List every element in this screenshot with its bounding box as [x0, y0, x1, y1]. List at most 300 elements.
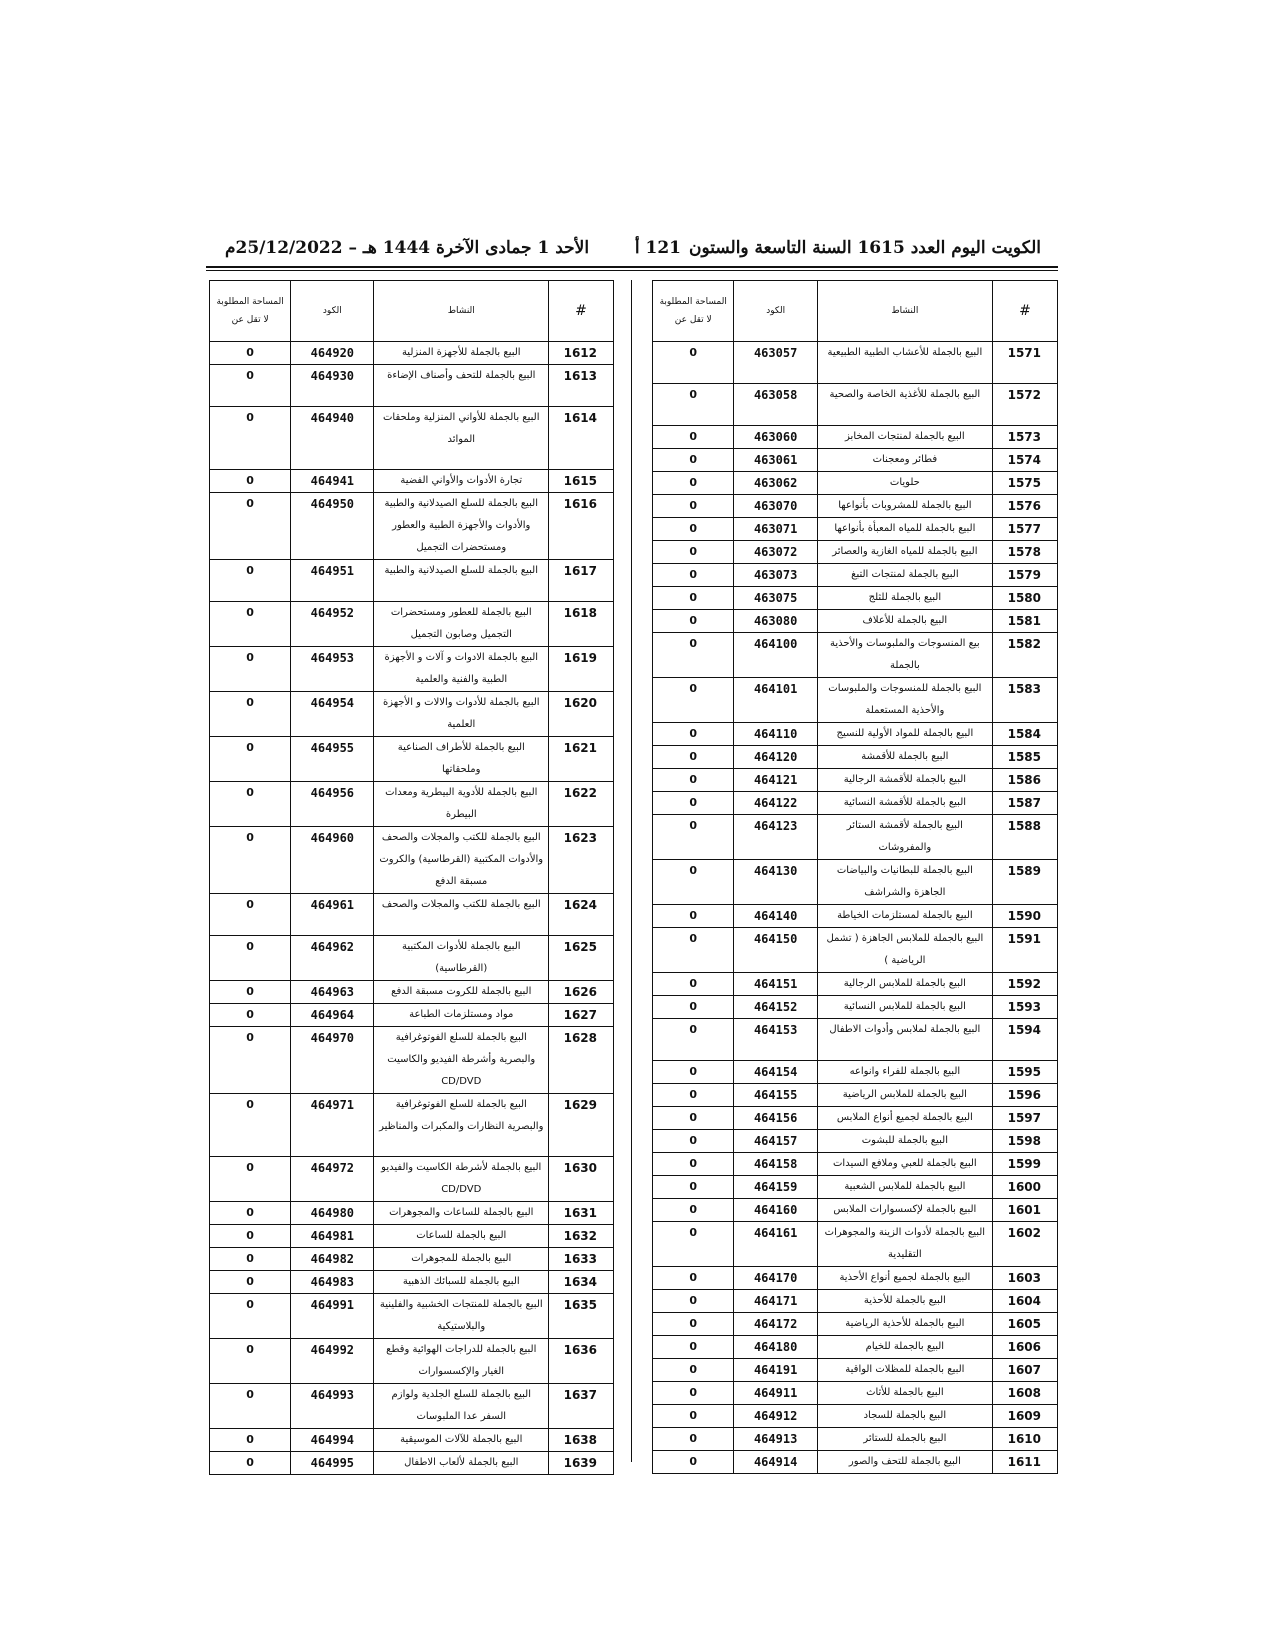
required-area: 0 — [210, 981, 291, 1004]
issue-date: الأحد 1 جمادى الآخرة 1444 هـ – 25/12/2022م — [225, 238, 590, 258]
row-number: 1618 — [549, 602, 614, 647]
required-area: 0 — [653, 541, 734, 564]
activity-code: 464191 — [734, 1359, 817, 1382]
activity-code: 463061 — [734, 449, 817, 472]
activity-name: البيع بالجملة لمنتجات المخابز — [817, 426, 992, 449]
activity-name: مواد ومستلزمات الطباعة — [374, 1004, 549, 1027]
row-number: 1627 — [549, 1004, 614, 1027]
table-row — [210, 692, 614, 737]
col-header-num: # — [992, 281, 1057, 342]
activity-code: 464152 — [734, 996, 817, 1019]
activity-code: 464970 — [291, 1027, 374, 1094]
table-row — [653, 472, 1058, 495]
required-area: 0 — [653, 1107, 734, 1130]
required-area: 0 — [653, 449, 734, 472]
required-area: 0 — [210, 647, 291, 692]
activity-name: البيع بالجملة للأدوات المكتبية (القرطاسية) — [374, 936, 549, 981]
required-area: 0 — [653, 1199, 734, 1222]
table-row — [653, 678, 1058, 723]
col-header-num: # — [549, 281, 614, 342]
required-area: 0 — [210, 1294, 291, 1339]
row-number: 1572 — [992, 384, 1057, 426]
activities-table-left — [209, 280, 614, 1475]
col-header-area: المساحة المطلوبة لا تقل عن — [210, 281, 291, 342]
activity-name: البيع بالجملة للأثاث — [817, 1382, 992, 1405]
required-area: 0 — [653, 1336, 734, 1359]
activity-code: 464121 — [734, 769, 817, 792]
required-area: 0 — [210, 1271, 291, 1294]
table-row — [210, 1094, 614, 1157]
activity-name: البيع بالجملة لجميع أنواع الملابس — [817, 1107, 992, 1130]
col-header-code: الكود — [291, 281, 374, 342]
activity-code: 464123 — [734, 815, 817, 860]
activity-name: البيع بالجملة للأجهزة المنزلية — [374, 342, 549, 365]
activity-name: البيع بالجملة للسلع الصيدلانية والطبية — [374, 560, 549, 602]
table-row — [653, 541, 1058, 564]
required-area: 0 — [210, 1225, 291, 1248]
activity-code: 464122 — [734, 792, 817, 815]
row-number: 1624 — [549, 894, 614, 936]
activity-code: 464153 — [734, 1019, 817, 1061]
col-header-area: المساحة المطلوبة لا تقل عن — [653, 281, 734, 342]
activity-name: البيع بالجملة لألعاب الاطفال — [374, 1452, 549, 1475]
table-row — [653, 1382, 1058, 1405]
activity-code: 463057 — [734, 342, 817, 384]
row-number: 1629 — [549, 1094, 614, 1157]
row-number: 1579 — [992, 564, 1057, 587]
required-area: 0 — [653, 996, 734, 1019]
activity-code: 464980 — [291, 1202, 374, 1225]
activity-code: 464994 — [291, 1429, 374, 1452]
required-area: 0 — [210, 493, 291, 560]
activity-code: 464983 — [291, 1271, 374, 1294]
required-area: 0 — [653, 928, 734, 973]
row-number: 1603 — [992, 1267, 1057, 1290]
row-number: 1598 — [992, 1130, 1057, 1153]
row-number: 1633 — [549, 1248, 614, 1271]
activity-code: 464964 — [291, 1004, 374, 1027]
table-row — [210, 407, 614, 470]
activity-name: حلويات — [817, 472, 992, 495]
table-row — [210, 1027, 614, 1094]
row-number: 1587 — [992, 792, 1057, 815]
row-number: 1639 — [549, 1452, 614, 1475]
required-area: 0 — [210, 1027, 291, 1094]
row-number: 1616 — [549, 493, 614, 560]
required-area: 0 — [210, 470, 291, 493]
table-row — [653, 746, 1058, 769]
activity-code: 464972 — [291, 1157, 374, 1202]
row-number: 1620 — [549, 692, 614, 737]
activity-code: 464101 — [734, 678, 817, 723]
row-number: 1613 — [549, 365, 614, 407]
activity-name: البيع بالجملة للفراء وانواعه — [817, 1061, 992, 1084]
activity-code: 464161 — [734, 1222, 817, 1267]
required-area: 0 — [653, 1222, 734, 1267]
required-area: 0 — [653, 587, 734, 610]
activity-name: البيع بالجملة للأطراف الصناعية وملحقاتها — [374, 737, 549, 782]
activity-code: 463058 — [734, 384, 817, 426]
required-area: 0 — [210, 1429, 291, 1452]
table-row — [653, 587, 1058, 610]
activity-name: البيع بالجملة للسلع الصيدلانية والطبية والأدوات والأجهزة الطبية والعطور ومستحضرات التجميل — [374, 493, 549, 560]
required-area: 0 — [653, 1428, 734, 1451]
activity-name: البيع بالجملة للسلع الفوتوغرافية والبصرية النظارات والمكبرات والمناظير — [374, 1094, 549, 1157]
activity-code: 464981 — [291, 1225, 374, 1248]
table-row — [653, 792, 1058, 815]
required-area: 0 — [653, 633, 734, 678]
table-header-row — [653, 281, 1058, 342]
row-number: 1582 — [992, 633, 1057, 678]
activity-code: 464991 — [291, 1294, 374, 1339]
required-area: 0 — [210, 1339, 291, 1384]
activity-name: البيع بالجملة للأقمشة الرجالية — [817, 769, 992, 792]
row-number: 1580 — [992, 587, 1057, 610]
activity-code: 464150 — [734, 928, 817, 973]
activity-code: 464155 — [734, 1084, 817, 1107]
row-number: 1575 — [992, 472, 1057, 495]
activity-name: البيع بالجملة للتحف والصور — [817, 1451, 992, 1474]
row-number: 1576 — [992, 495, 1057, 518]
activity-name: البيع بالجملة للسبائك الذهبية — [374, 1271, 549, 1294]
activity-name: البيع بالجملة للأدوية البيطرية ومعدات البيطرة — [374, 782, 549, 827]
activity-name: البيع بالجملة للأقمشة — [817, 746, 992, 769]
required-area: 0 — [653, 905, 734, 928]
activity-name: البيع بالجملة للخيام — [817, 1336, 992, 1359]
required-area: 0 — [653, 1290, 734, 1313]
row-number: 1583 — [992, 678, 1057, 723]
table-row — [210, 782, 614, 827]
row-number: 1578 — [992, 541, 1057, 564]
required-area: 0 — [653, 495, 734, 518]
table-row — [653, 1199, 1058, 1222]
activity-code: 464940 — [291, 407, 374, 470]
page-header — [225, 238, 1041, 266]
table-row — [210, 737, 614, 782]
required-area: 0 — [210, 737, 291, 782]
required-area: 0 — [653, 1405, 734, 1428]
activity-code: 464992 — [291, 1339, 374, 1384]
col-header-activity: النشاط — [374, 281, 549, 342]
activity-name: البيع بالجملة للآلات الموسيقية — [374, 1429, 549, 1452]
required-area: 0 — [653, 1176, 734, 1199]
activity-code: 464982 — [291, 1248, 374, 1271]
activity-code: 464951 — [291, 560, 374, 602]
activity-name: البيع بالجملة للعبي وملافع السيدات — [817, 1153, 992, 1176]
activity-name: البيع بالجملة لأقمشة الستائر والمفروشات — [817, 815, 992, 860]
activity-name: البيع بالجملة للأحذية الرياضية — [817, 1313, 992, 1336]
row-number: 1611 — [992, 1451, 1057, 1474]
activity-name: البيع بالجملة لإكسسوارات الملابس — [817, 1199, 992, 1222]
activity-name: البيع بالجملة الادوات و آلات و الأجهزة الطبية والفنية والعلمية — [374, 647, 549, 692]
row-number: 1577 — [992, 518, 1057, 541]
activity-code: 464993 — [291, 1384, 374, 1429]
row-number: 1622 — [549, 782, 614, 827]
row-number: 1595 — [992, 1061, 1057, 1084]
required-area: 0 — [653, 723, 734, 746]
activity-name: البيع بالجملة للساعات والمجوهرات — [374, 1202, 549, 1225]
table-row — [653, 342, 1058, 384]
table-row — [210, 365, 614, 407]
row-number: 1599 — [992, 1153, 1057, 1176]
activity-code: 464961 — [291, 894, 374, 936]
table-row — [653, 973, 1058, 996]
row-number: 1589 — [992, 860, 1057, 905]
activity-code: 464955 — [291, 737, 374, 782]
activity-code: 464960 — [291, 827, 374, 894]
row-number: 1628 — [549, 1027, 614, 1094]
activity-code: 464920 — [291, 342, 374, 365]
required-area: 0 — [210, 1004, 291, 1027]
header-rule — [206, 266, 1058, 268]
required-area: 0 — [653, 342, 734, 384]
required-area: 0 — [653, 746, 734, 769]
activity-code: 463062 — [734, 472, 817, 495]
activity-code: 464151 — [734, 973, 817, 996]
table-row — [653, 1061, 1058, 1084]
row-number: 1607 — [992, 1359, 1057, 1382]
activity-name: البيع بالجملة للعطور ومستحضرات التجميل وصابون التجميل — [374, 602, 549, 647]
table-row — [210, 1339, 614, 1384]
activity-code: 464160 — [734, 1199, 817, 1222]
activity-code: 463071 — [734, 518, 817, 541]
activity-code: 464171 — [734, 1290, 817, 1313]
required-area: 0 — [653, 678, 734, 723]
table-row — [653, 1313, 1058, 1336]
table-row — [210, 1452, 614, 1475]
required-area: 0 — [210, 1094, 291, 1157]
table-header-row — [210, 281, 614, 342]
row-number: 1632 — [549, 1225, 614, 1248]
table-row — [653, 860, 1058, 905]
activity-name: البيع بالجملة للملابس الجاهزة ( تشمل الرياضية ) — [817, 928, 992, 973]
required-area: 0 — [653, 1061, 734, 1084]
activity-name: البيع بالجملة للمجوهرات — [374, 1248, 549, 1271]
activity-code: 464100 — [734, 633, 817, 678]
table-row — [653, 1405, 1058, 1428]
table-row — [653, 1267, 1058, 1290]
activity-name: البيع بالجملة لمستلزمات الخياطة — [817, 905, 992, 928]
activity-name: البيع بالجملة للبطانيات والبياضات الجاهزة والشراشف — [817, 860, 992, 905]
row-number: 1597 — [992, 1107, 1057, 1130]
activity-code: 464159 — [734, 1176, 817, 1199]
activity-name: البيع بالجملة للستائر — [817, 1428, 992, 1451]
gazette-issue-title: الكويت اليوم العدد 1615 السنة التاسعة والستون — [688, 238, 1041, 258]
activity-name: البيع بالجملة للمواد الأولية للنسيج — [817, 723, 992, 746]
required-area: 0 — [653, 1267, 734, 1290]
row-number: 1591 — [992, 928, 1057, 973]
table-row — [210, 1248, 614, 1271]
activity-name: البيع بالجملة لأدوات الزينة والمجوهرات التقليدية — [817, 1222, 992, 1267]
table-row — [210, 560, 614, 602]
header-rule-thin — [206, 270, 1058, 271]
required-area: 0 — [210, 692, 291, 737]
row-number: 1621 — [549, 737, 614, 782]
row-number: 1631 — [549, 1202, 614, 1225]
activity-code: 464954 — [291, 692, 374, 737]
table-row — [653, 1336, 1058, 1359]
row-number: 1614 — [549, 407, 614, 470]
activity-code: 464930 — [291, 365, 374, 407]
activity-code: 464971 — [291, 1094, 374, 1157]
required-area: 0 — [653, 815, 734, 860]
activity-name: البيع بالجملة للمنتجات الخشبية والفلينية والبلاستيكية — [374, 1294, 549, 1339]
required-area: 0 — [653, 384, 734, 426]
row-number: 1608 — [992, 1382, 1057, 1405]
activity-code: 464180 — [734, 1336, 817, 1359]
activity-name: البيع بالجملة لجميع أنواع الأحذية — [817, 1267, 992, 1290]
row-number: 1615 — [549, 470, 614, 493]
activity-name: البيع بالجملة للأعلاف — [817, 610, 992, 633]
col-header-code: الكود — [734, 281, 817, 342]
activity-code: 464172 — [734, 1313, 817, 1336]
table-row — [210, 1004, 614, 1027]
activity-code: 464950 — [291, 493, 374, 560]
activity-name: البيع بالجملة للأعشاب الطبية الطبيعية — [817, 342, 992, 384]
required-area: 0 — [210, 782, 291, 827]
table-row — [210, 827, 614, 894]
table-row — [210, 647, 614, 692]
table-row — [653, 1359, 1058, 1382]
table-row — [210, 493, 614, 560]
activity-code: 463075 — [734, 587, 817, 610]
activity-name: البيع بالجملة للمياه الغازية والعصائر — [817, 541, 992, 564]
required-area: 0 — [210, 1202, 291, 1225]
activity-name: البيع بالجملة للساعات — [374, 1225, 549, 1248]
table-row — [653, 996, 1058, 1019]
activity-name: البيع بالجملة للأغذية الخاصة والصحية — [817, 384, 992, 426]
row-number: 1606 — [992, 1336, 1057, 1359]
activity-code: 464962 — [291, 936, 374, 981]
required-area: 0 — [210, 407, 291, 470]
row-number: 1617 — [549, 560, 614, 602]
activity-name: البيع بالجملة للملابس الرياضية — [817, 1084, 992, 1107]
required-area: 0 — [653, 792, 734, 815]
activity-name: البيع بالجملة للدراجات الهوائية وقطع الغيار والإكسسوارات — [374, 1339, 549, 1384]
required-area: 0 — [653, 1451, 734, 1474]
activity-code: 464912 — [734, 1405, 817, 1428]
activities-table-right — [652, 280, 1058, 1474]
activity-name: البيع بالجملة للمنسوجات والملبوسات والأحذية المستعملة — [817, 678, 992, 723]
table-row — [653, 1107, 1058, 1130]
activity-name: البيع بالجملة للأحذية — [817, 1290, 992, 1313]
activity-name: البيع بالجملة للكتب والمجلات والصحف والأدوات المكتبية (القرطاسية) والكروت مسبقة الدفع — [374, 827, 549, 894]
required-area: 0 — [653, 610, 734, 633]
activity-code: 463072 — [734, 541, 817, 564]
row-number: 1573 — [992, 426, 1057, 449]
col-header-activity: النشاط — [817, 281, 992, 342]
activity-name: البيع بالجملة للمياه المعبأة بأنواعها — [817, 518, 992, 541]
table-row — [653, 1451, 1058, 1474]
table-row — [210, 936, 614, 981]
table-row — [653, 495, 1058, 518]
row-number: 1594 — [992, 1019, 1057, 1061]
row-number: 1626 — [549, 981, 614, 1004]
activity-name: البيع بالجملة للثلج — [817, 587, 992, 610]
required-area: 0 — [210, 342, 291, 365]
required-area: 0 — [653, 518, 734, 541]
activity-code: 463080 — [734, 610, 817, 633]
row-number: 1601 — [992, 1199, 1057, 1222]
activity-name: البيع بالجملة للسجاد — [817, 1405, 992, 1428]
table-row — [653, 610, 1058, 633]
table-row — [653, 769, 1058, 792]
row-number: 1625 — [549, 936, 614, 981]
required-area: 0 — [210, 827, 291, 894]
row-number: 1584 — [992, 723, 1057, 746]
page-number: 121 أ — [634, 238, 681, 258]
column-divider — [631, 280, 632, 1462]
activity-name: البيع بالجملة للملابس الشعبية — [817, 1176, 992, 1199]
table-row — [210, 1384, 614, 1429]
row-number: 1637 — [549, 1384, 614, 1429]
table-row — [653, 449, 1058, 472]
table-row — [653, 564, 1058, 587]
activity-name: تجارة الأدوات والأواني الفضية — [374, 470, 549, 493]
required-area: 0 — [653, 1153, 734, 1176]
activity-name: البيع بالجملة للأدوات والالات و الأجهزة العلمية — [374, 692, 549, 737]
activity-name: البيع بالجملة لملابس وأدوات الاطفال — [817, 1019, 992, 1061]
table-row — [210, 1225, 614, 1248]
required-area: 0 — [210, 1248, 291, 1271]
row-number: 1585 — [992, 746, 1057, 769]
row-number: 1619 — [549, 647, 614, 692]
table-row — [653, 905, 1058, 928]
row-number: 1623 — [549, 827, 614, 894]
required-area: 0 — [653, 769, 734, 792]
table-row — [210, 1271, 614, 1294]
table-row — [653, 1019, 1058, 1061]
required-area: 0 — [653, 564, 734, 587]
table-row — [653, 1428, 1058, 1451]
required-area: 0 — [653, 973, 734, 996]
activity-code: 464914 — [734, 1451, 817, 1474]
table-row — [210, 894, 614, 936]
row-number: 1571 — [992, 342, 1057, 384]
activity-name: البيع بالجملة للتحف وأصناف الإضاءة — [374, 365, 549, 407]
activity-name: البيع بالجملة لمنتجات التبغ — [817, 564, 992, 587]
table-row — [653, 633, 1058, 678]
table-row — [653, 1153, 1058, 1176]
activity-code: 464170 — [734, 1267, 817, 1290]
activity-code: 464130 — [734, 860, 817, 905]
row-number: 1638 — [549, 1429, 614, 1452]
activity-name: البيع بالجملة للكروت مسبقة الدفع — [374, 981, 549, 1004]
row-number: 1636 — [549, 1339, 614, 1384]
activity-name: البيع بالجملة للأقمشة النسائية — [817, 792, 992, 815]
row-number: 1634 — [549, 1271, 614, 1294]
table-row — [653, 518, 1058, 541]
required-area: 0 — [653, 472, 734, 495]
table-row — [653, 426, 1058, 449]
activity-code: 464157 — [734, 1130, 817, 1153]
table-row — [210, 602, 614, 647]
required-area: 0 — [210, 365, 291, 407]
activity-code: 463073 — [734, 564, 817, 587]
required-area: 0 — [210, 602, 291, 647]
activity-name: البيع بالجملة للكتب والمجلات والصحف — [374, 894, 549, 936]
required-area: 0 — [210, 560, 291, 602]
row-number: 1605 — [992, 1313, 1057, 1336]
row-number: 1600 — [992, 1176, 1057, 1199]
table-row — [210, 1202, 614, 1225]
row-number: 1574 — [992, 449, 1057, 472]
activity-name: فطائر ومعجنات — [817, 449, 992, 472]
required-area: 0 — [653, 860, 734, 905]
activity-code: 464963 — [291, 981, 374, 1004]
activity-code: 463070 — [734, 495, 817, 518]
table-row — [653, 928, 1058, 973]
